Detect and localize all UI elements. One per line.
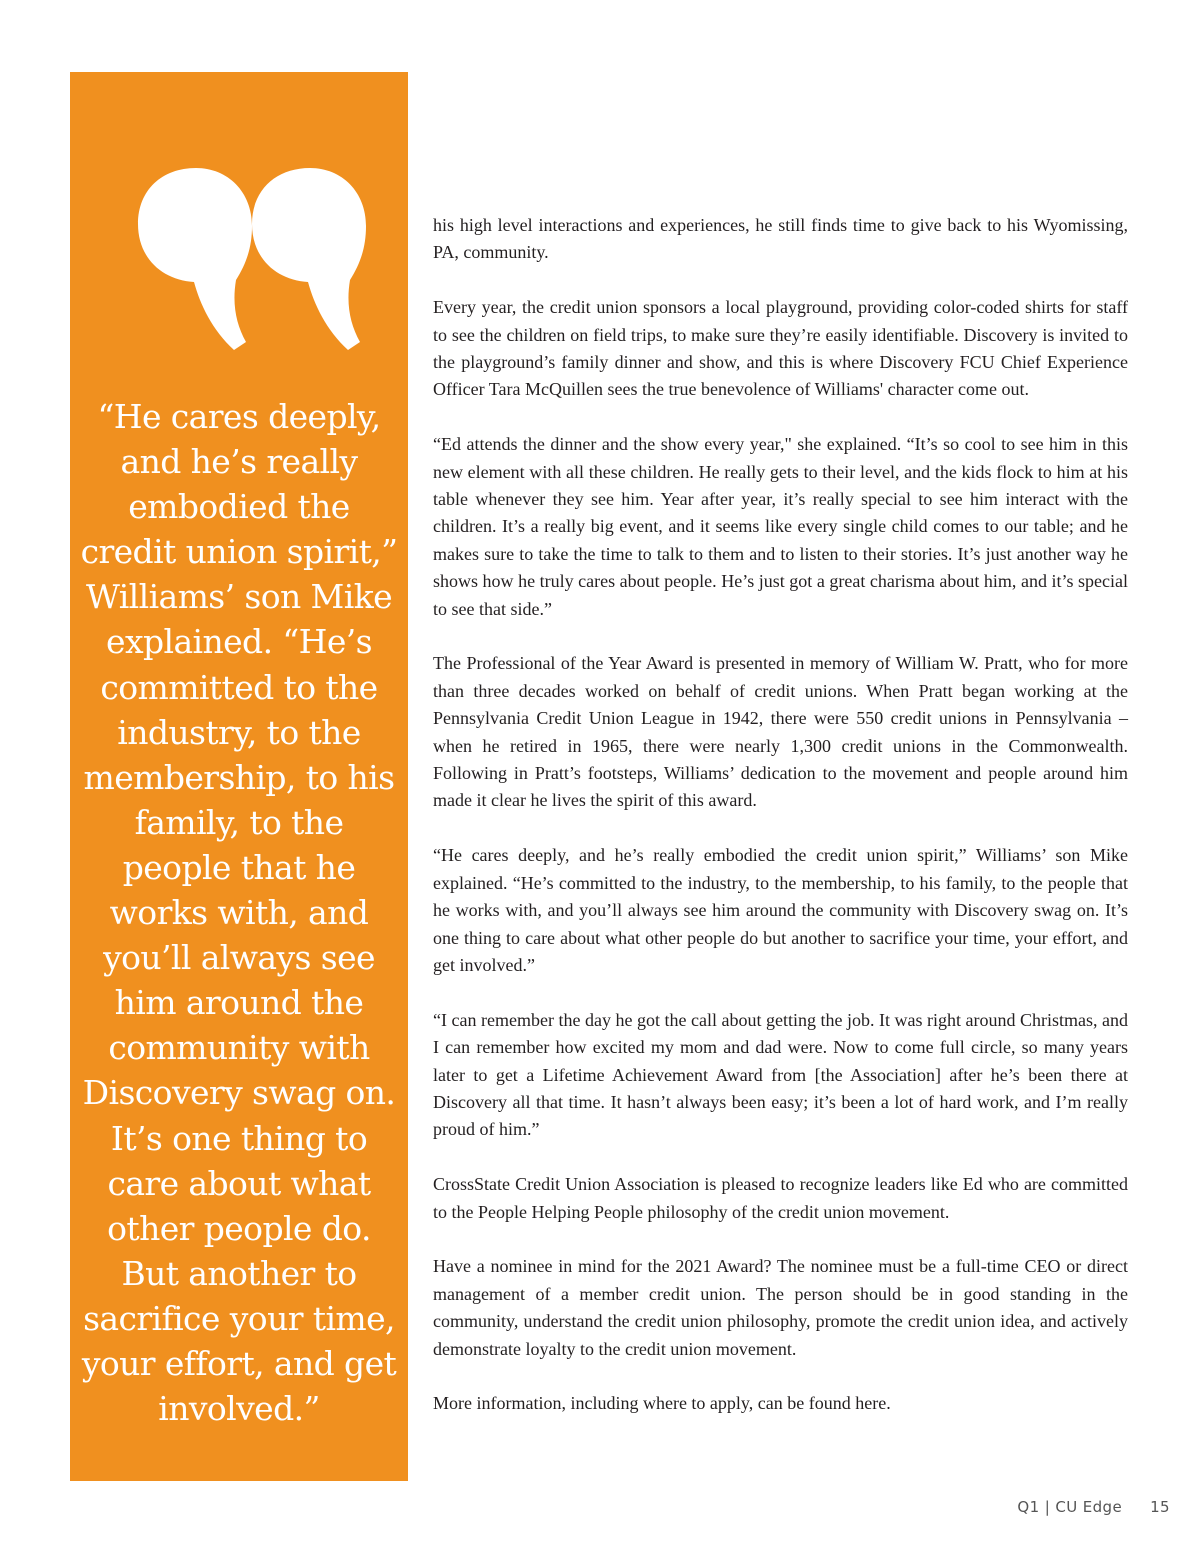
article-paragraph: “Ed attends the dinner and the show every year," she explained. “It’s so cool to see him in this new element with all these children. He really gets to their level, and the kids flock to him at his table whenever they see him. Year after year, it’s really special to see him interact with the children. It’s a really big event, and it seems like every single child comes to our table; and he makes sure to take the time to talk to them and to listen to their stories. It’s just another way he shows how he truly cares about people. He’s just got a great charisma about him, and it’s special to see that side.” [433, 434, 1128, 619]
article-body [433, 212, 1128, 1445]
pull-quote-text: “He cares deeply, and he’s really embodied the credit union spirit,” Williams’ son Mike explained. “He’s committed to the industry, to the membership, to his family, to the people that he works with, and you’ll always see him around the community with Discovery swag on. It’s one thing to care about what other people do. But another to sacrifice your time, your effort, and get involved.” [80, 397, 398, 1429]
page-footer [1017, 1498, 1170, 1516]
publication-name: Q1 | CU Edge [1017, 1498, 1123, 1516]
article-paragraph: Have a nominee in mind for the 2021 Award? The nominee must be a full-time CEO or direct management of a member credit union. The person should be in good standing in the community, understand the credit union philosophy, promote the credit union idea, and actively demonstrate loyalty to the credit union movement. [433, 1256, 1128, 1359]
article-paragraph: CrossState Credit Union Association is pleased to recognize leaders like Ed who are committed to the People Helping People philosophy of the credit union movement. [433, 1174, 1128, 1222]
article-paragraph: “He cares deeply, and he’s really embodied the credit union spirit,” Williams’ son Mike explained. “He’s committed to the industry, to the membership, to his family, to the people that he works with, and you’ll always see him around the community with Discovery swag on. It’s one thing to care about what other people do but another to sacrifice your time, your effort, and get involved.” [433, 845, 1128, 975]
pull-quote-sidebar [70, 72, 408, 1481]
article-paragraph: “I can remember the day he got the call about getting the job. It was right around Christmas, and I can remember how excited my mom and dad were. Now to come full circle, so many years later to get a Lifetime Achievement Award from [the Association] after he’s been there at Discovery all that time. It hasn’t always been easy; it’s been a lot of hard work, and I’m really proud of him.” [433, 1009, 1128, 1140]
article-paragraph: The Professional of the Year Award is presented in memory of William W. Pratt, who for more than three decades worked on behalf of credit unions. When Pratt began working at the Pennsylvania Credit Union League in 1942, there were 550 credit unions in Pennsylvania – when he retired in 1965, there were nearly 1,300 credit unions in the Commonwealth. Following in Pratt’s footsteps, Williams’ dedication to the movement and people around him made it clear he lives the spirit of this award. [433, 653, 1128, 811]
article-paragraph: his high level interactions and experiences, he still finds time to give back to his Wyomissing, PA, community. [433, 215, 1128, 263]
article-paragraph: Every year, the credit union sponsors a local playground, providing color-coded shirts for staff to see the children on field trips, to make sure they’re easily identifiable. Discovery is invited to the playground’s family dinner and show, and this is where Discovery FCU Chief Experience Officer Tara McQuillen sees the true benevolence of Williams' character come out. [433, 297, 1128, 400]
article-paragraph: More information, including where to apply, can be found here. [433, 1393, 891, 1414]
double-open-quote-icon [136, 164, 366, 354]
page-number: 15 [1150, 1498, 1170, 1516]
